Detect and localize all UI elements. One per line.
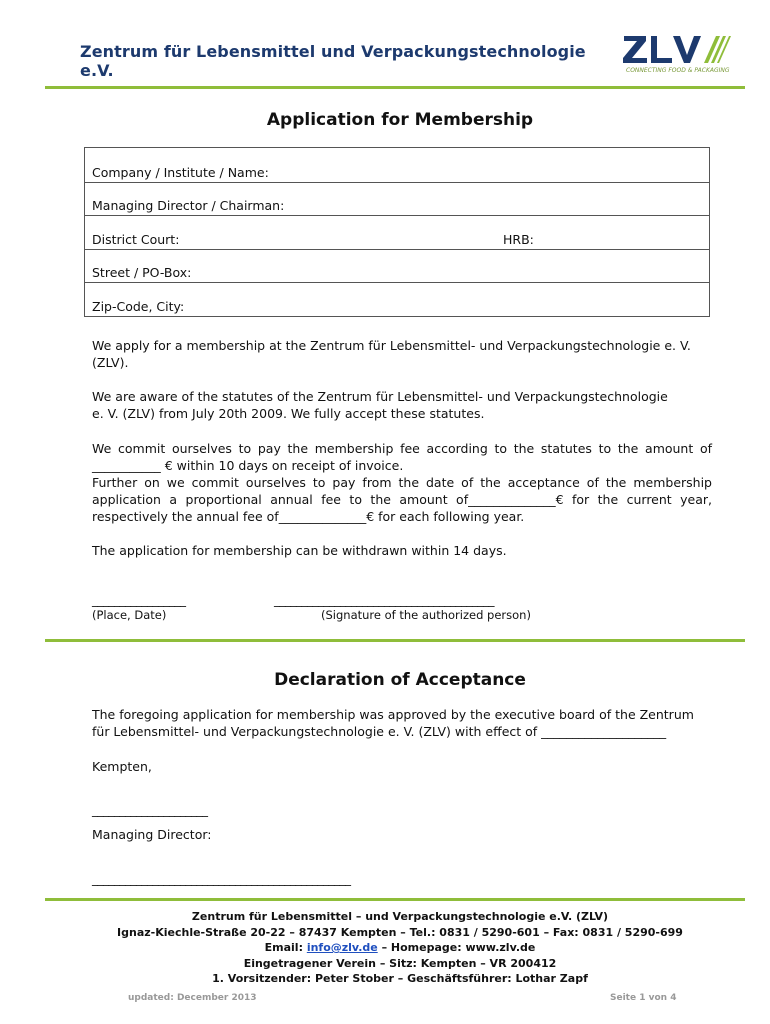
paragraph-fee: We commit ourselves to pay the membership fee according to the statutes to the amount of ___________ € within 10 days on receipt of invoice. xyxy=(92,441,712,473)
director-signature-line: _______________________________________________ xyxy=(92,872,351,886)
updated-date: updated: December 2013 xyxy=(128,993,257,1003)
membership-form-table xyxy=(84,147,710,317)
section-divider xyxy=(45,639,745,642)
company-label: Company / Institute / Name: xyxy=(92,164,269,180)
hrb-label: HRB: xyxy=(503,231,534,247)
declaration-title: Declaration of Acceptance xyxy=(274,670,526,690)
paragraph-statutes-line2: e. V. (ZLV) from July 20th 2009. We fully accept these statutes. xyxy=(92,406,485,421)
director-label: Managing Director / Chairman: xyxy=(92,198,285,214)
paragraph-withdraw: The application for membership can be withdrawn within 14 days. xyxy=(92,543,507,558)
zip-label: Zip-Code, City: xyxy=(92,298,185,314)
footer xyxy=(0,909,770,987)
declaration-text: The foregoing application for membership was approved by the executive board of the Zentrum für Lebensmittel- und Verpackungstechnologie e. V. (ZLV) with effect of ____________________ xyxy=(92,707,694,739)
company-row[interactable] xyxy=(85,148,709,182)
place-date-label: (Place, Date) xyxy=(92,608,167,622)
district-court-label: District Court: xyxy=(92,231,180,247)
footer-divider xyxy=(45,898,745,901)
paragraph-statutes-line1: We are aware of the statutes of the Zentrum für Lebensmittel- und Verpackungstechnologie xyxy=(92,389,668,404)
paragraph-statutes xyxy=(92,388,712,422)
place-date-line: _________________ xyxy=(92,593,186,607)
paragraph-annual-fee: Further on we commit ourselves to pay from the date of the acceptance of the membership application a proportional annual fee to the amount of______________€ for the current year, respectively the annual fee of______________€ for each following year. xyxy=(92,475,712,524)
footer-address: Ignaz-Kiechle-Straße 20-22 – 87437 Kempten – Tel.: 0831 / 5290-601 – Fax: 0831 / 5290-699 xyxy=(117,925,683,939)
declaration-place: Kempten, xyxy=(92,759,152,774)
zip-row[interactable] xyxy=(85,282,709,316)
header-divider xyxy=(45,86,745,89)
application-title: Application for Membership xyxy=(266,110,534,130)
footer-board: 1. Vorsitzender: Peter Stober – Geschäftsführer: Lothar Zapf xyxy=(212,972,588,985)
footer-org-name: Zentrum für Lebensmittel – und Verpackungstechnologie e.V. (ZLV) xyxy=(191,910,609,923)
email-link[interactable]: info@zlv.de xyxy=(306,941,378,954)
page-number: Seite 1 von 4 xyxy=(610,993,677,1003)
footer-contact xyxy=(0,940,770,956)
street-row[interactable] xyxy=(85,249,709,283)
declaration-date-line: _____________________ xyxy=(92,803,208,817)
street-label: Street / PO-Box: xyxy=(92,265,192,281)
paragraph-apply: We apply for a membership at the Zentrum für Lebensmittel- und Verpackungstechnologie e. V. (ZLV). xyxy=(92,338,691,370)
signature-line: ________________________________________ xyxy=(274,593,494,607)
footer-email-prefix: Email: xyxy=(264,941,303,954)
court-row[interactable] xyxy=(85,215,709,249)
signature-label: (Signature of the authorized person) xyxy=(321,608,531,622)
footer-homepage: – Homepage: www.zlv.de xyxy=(381,941,536,954)
footer-registration: Eingetragener Verein – Sitz: Kempten – VR 200412 xyxy=(243,956,557,970)
managing-director-label: Managing Director: xyxy=(92,827,212,842)
organization-title: Zentrum für Lebensmittel und Verpackungstechnologie e.V. xyxy=(80,42,586,80)
logo-tagline: CONNECTING FOOD & PACKAGING xyxy=(626,67,730,74)
director-row[interactable] xyxy=(85,182,709,216)
